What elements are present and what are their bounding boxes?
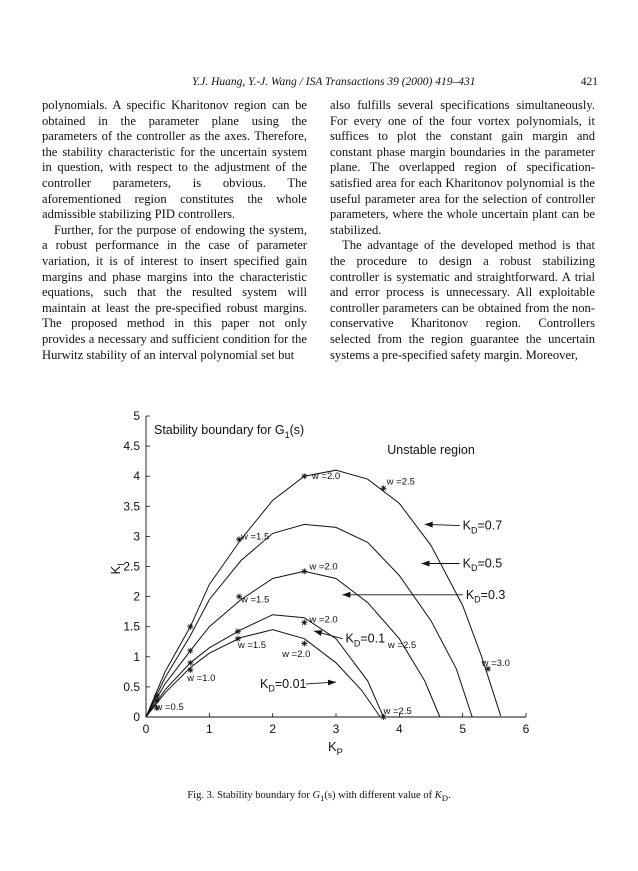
- paragraph: also fulfills several specifications simultaneously. For every one of the four vortex polynomials, it suffices to plot the constant gain margin and constant phase margin boundaries in the parameter plane. The overlapped region of specification-satisfied area for each Kharitonov polynomial is the useful parameter area for the selection of controller parameters, where the whole uncertain plant can be stabilized.: [330, 98, 595, 237]
- x-tick-label: 2: [269, 722, 277, 736]
- data-marker: [235, 629, 241, 635]
- data-marker: [301, 473, 307, 479]
- x-tick-label: 4: [395, 722, 403, 736]
- y-tick-label: 4.5: [123, 439, 140, 454]
- running-head: Y.J. Huang, Y.-J. Wang / ISA Transactions 39 (2000) 419–431: [192, 76, 476, 88]
- stability-boundary-chart: [0, 400, 638, 780]
- frequency-annotation: w =0.5: [155, 701, 184, 713]
- data-marker: [381, 485, 387, 491]
- data-marker: [301, 641, 307, 647]
- data-marker: [187, 624, 193, 630]
- y-tick-label: 2: [133, 589, 140, 604]
- data-marker: [301, 619, 307, 625]
- unstable-region-label: Unstable region: [387, 442, 475, 457]
- left-column: [42, 98, 307, 363]
- data-marker: [154, 693, 160, 699]
- frequency-annotation: w =3.0: [481, 657, 510, 669]
- kd-label: $K_D=0.01$: [260, 676, 307, 694]
- frequency-annotation: w =1.0: [187, 672, 216, 684]
- data-marker: [187, 648, 193, 654]
- x-tick-label: 0: [142, 722, 150, 736]
- kd-label: $K_D=0.5$: [462, 556, 503, 574]
- x-tick-label: 6: [522, 722, 530, 736]
- x-tick-label: 5: [459, 722, 467, 736]
- figure-3: [0, 400, 638, 780]
- kd-arrow-head: [328, 680, 336, 686]
- page-number: 421: [580, 76, 598, 88]
- kd-arrow-head: [314, 630, 323, 636]
- running-header: [42, 76, 598, 92]
- frequency-annotation: w =2.5: [386, 476, 415, 488]
- y-tick-label: 5: [133, 409, 140, 423]
- y-tick-label: 3: [133, 529, 140, 544]
- y-tick-label: 0.5: [123, 679, 140, 694]
- y-tick-label: 3.5: [123, 499, 140, 514]
- x-tick-label: 1: [205, 722, 213, 736]
- kd-label: $K_D=0.1$: [345, 631, 386, 649]
- data-marker: [187, 660, 193, 666]
- chart-title: Stability boundary for $G_1(s)$: [154, 423, 305, 440]
- y-tick-label: 1.5: [123, 619, 140, 634]
- y-axis-label: $K_I$: [108, 563, 126, 575]
- caption-k: K: [434, 790, 442, 801]
- x-axis-label: $K_P$: [328, 739, 343, 757]
- y-tick-label: 0: [133, 710, 140, 724]
- figure-caption: [0, 790, 638, 803]
- paragraph: polynomials. A specific Kharitonov region can be obtained in the parameter plane using the parameters of the controller as the axes. Therefore, the stability characteristic for the uncertain system in question, with respect to the adjustment of the controller parameters, is obvious. The aforementioned region constitutes the whole admissible stabilizing PID controllers.: [42, 98, 307, 222]
- kd-label: $K_D=0.3$: [465, 587, 506, 605]
- caption-k-sub: D: [441, 793, 449, 804]
- frequency-annotation: w =2.0: [309, 614, 338, 626]
- y-tick-label: 1: [133, 649, 140, 664]
- kd-arrow-head: [342, 592, 350, 598]
- frequency-annotation: w =2.5: [387, 639, 417, 651]
- y-tick-label: 4: [133, 469, 140, 484]
- paragraph: The advantage of the developed method is that the procedure to design a robust stabilizing controller is systematic and straightforward. A trial and error process is unnecessary. All exploitable controller parameters can be obtained from the non-conservative Kharitonov region. Controllers selected from the region guarantee the uncertain systems a pre-specified safety margin. Moreover,: [330, 238, 595, 362]
- caption-prefix: Fig. 3. Stability boundary for: [187, 790, 313, 801]
- data-marker: [301, 568, 307, 574]
- caption-g-sub: 1: [320, 793, 325, 804]
- x-tick-label: 3: [332, 722, 340, 736]
- paragraph: Further, for the purpose of endowing the system, a robust performance in the case of parameter variation, it is of interest to insert specified gain margins and phase margins into the characteristic equations, such that the resulted system will maintain at least the pre-specified robust margins. The proposed method in this paper not only provides a necessary and sufficient condition for the Hurwitz stability of an interval polynomial set but: [42, 222, 307, 362]
- frequency-annotation: w =1.5: [241, 594, 270, 606]
- kd-arrow-head: [425, 522, 433, 528]
- right-column: [330, 98, 595, 363]
- frequency-annotation: w =2.5: [383, 705, 412, 717]
- frequency-annotation: w =2.0: [311, 471, 341, 483]
- y-tick-label: 2.5: [123, 559, 140, 574]
- frequency-annotation: w =1.5: [241, 531, 270, 543]
- frequency-annotation: w =2.0: [282, 648, 311, 660]
- caption-mid: (s) with different value of: [324, 790, 435, 801]
- kd-label: $K_D=0.7$: [462, 518, 503, 536]
- frequency-annotation: w =1.5: [237, 639, 267, 651]
- caption-end: .: [448, 790, 451, 801]
- kd-arrow-head: [422, 560, 430, 566]
- frequency-annotation: w =2.0: [309, 561, 338, 573]
- caption-g: G: [312, 790, 321, 801]
